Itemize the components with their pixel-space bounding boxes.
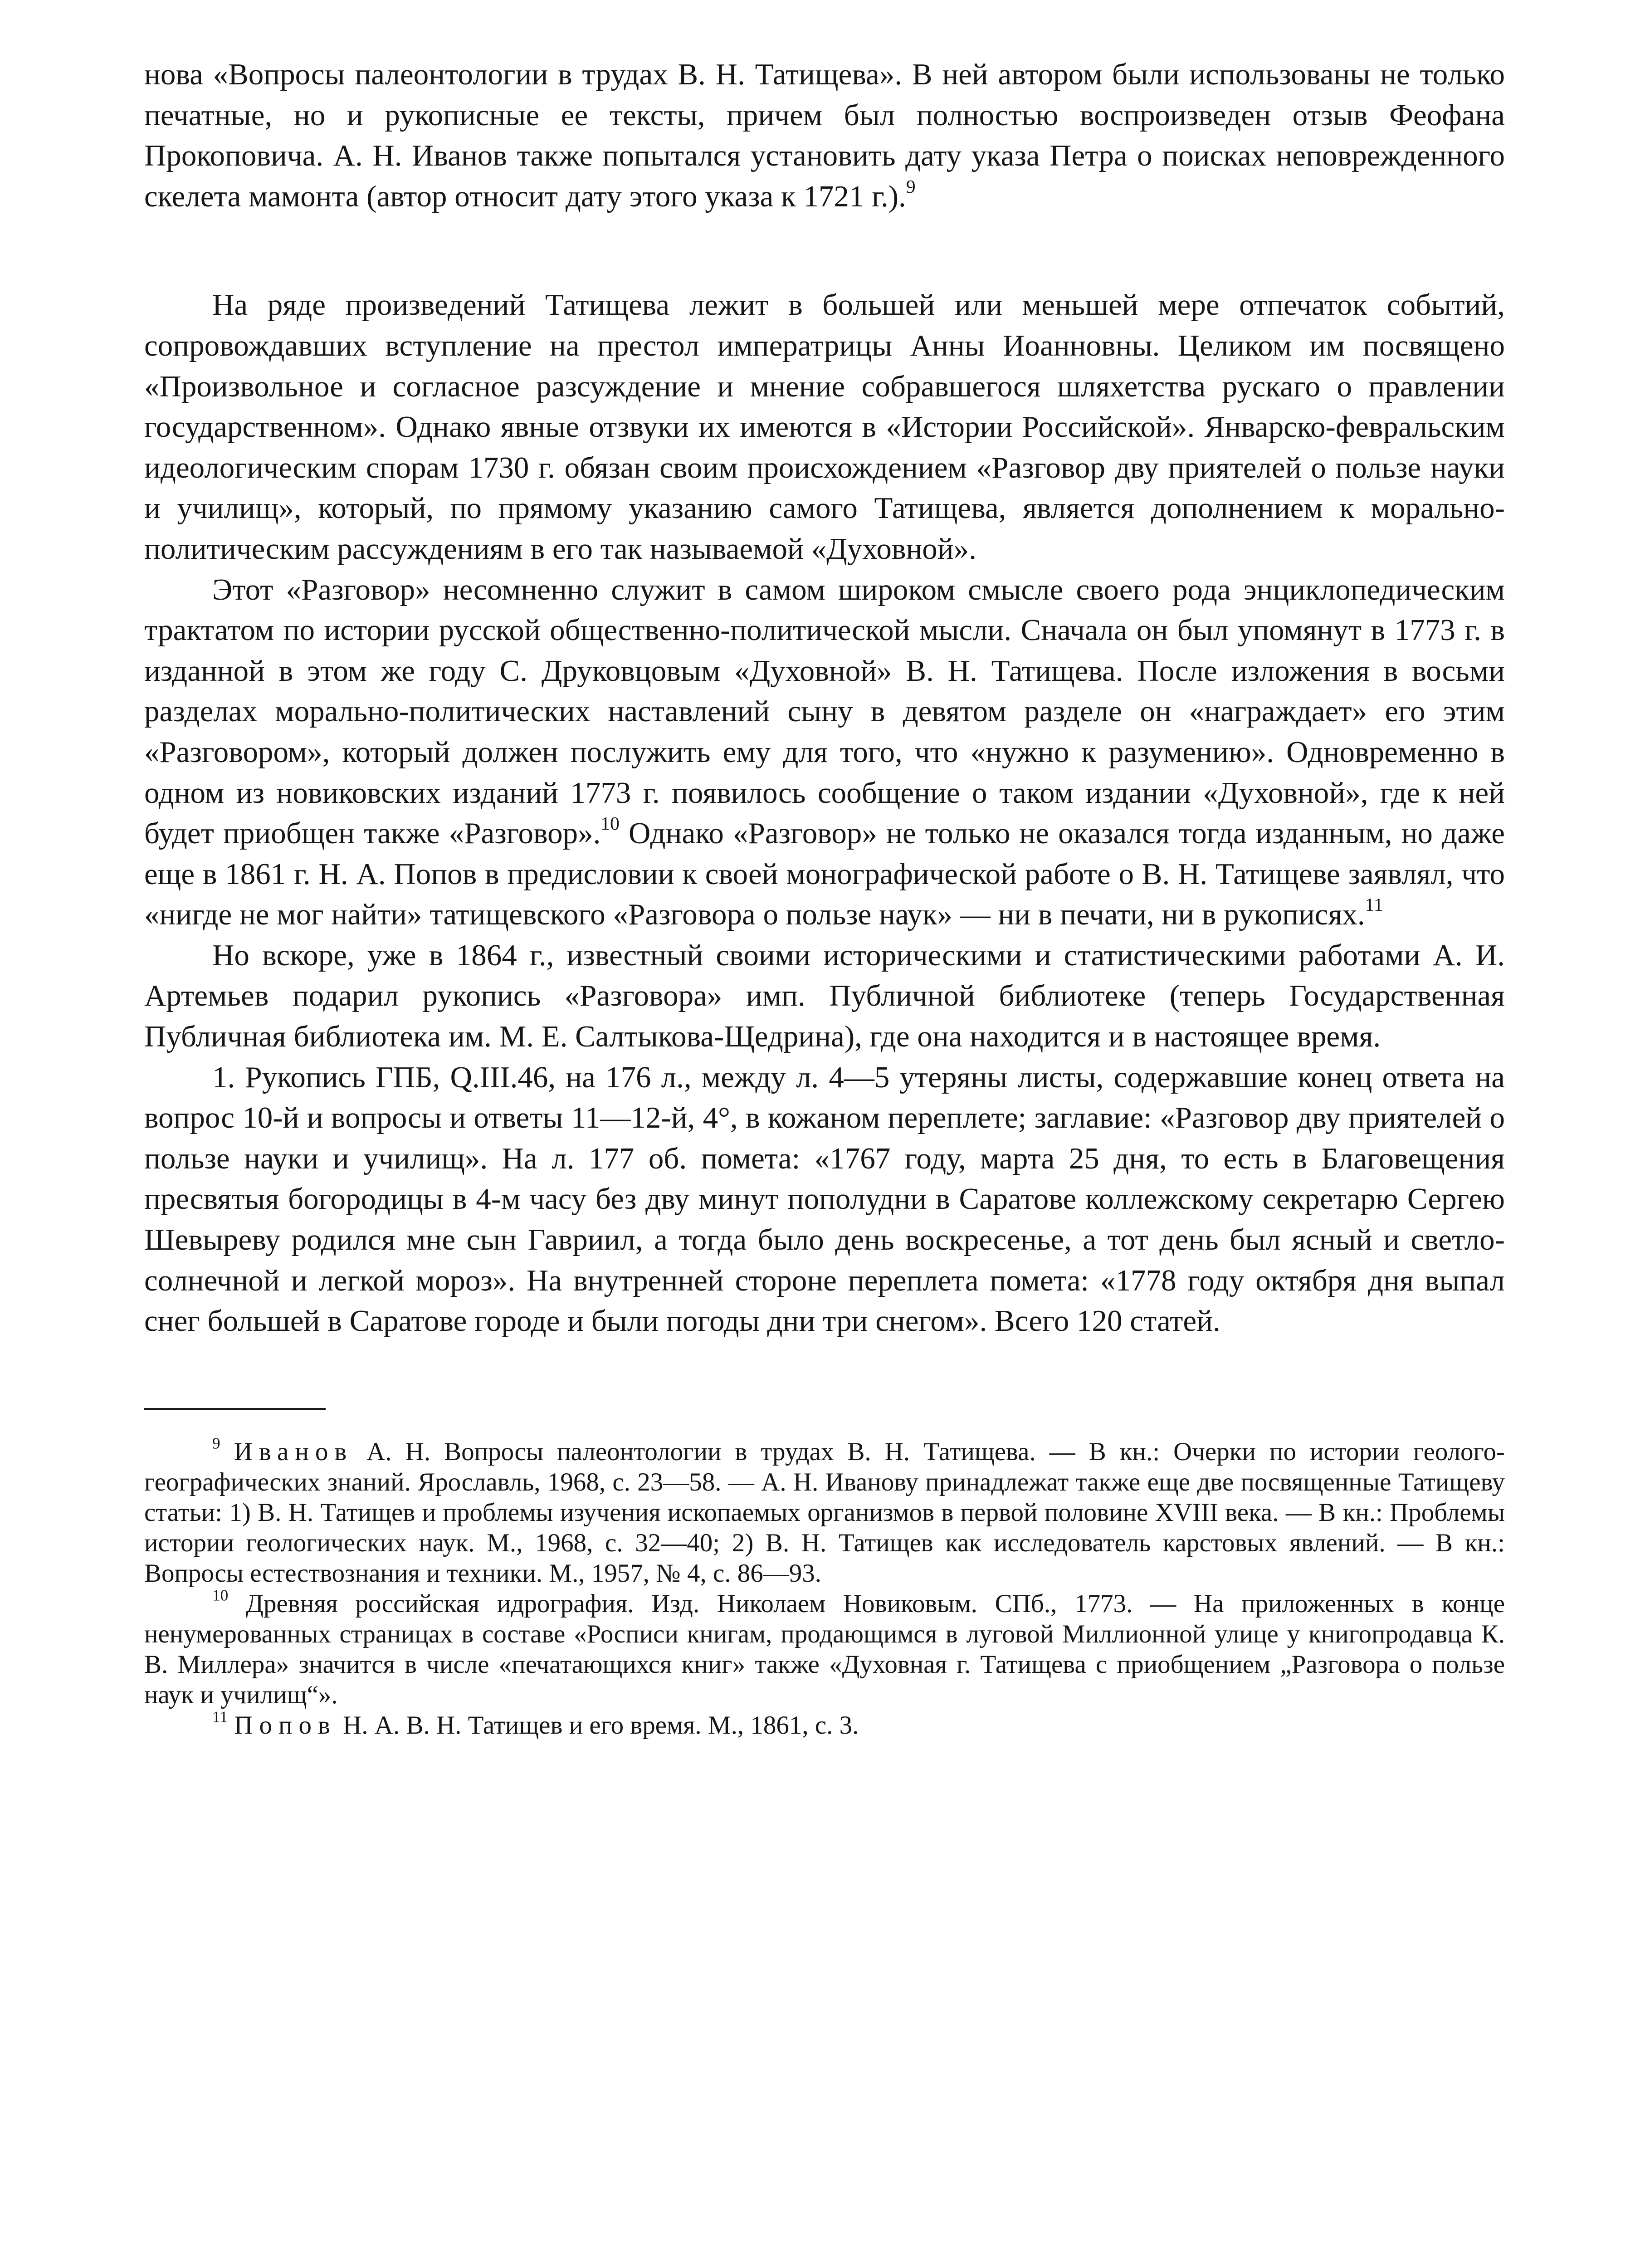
footnotes bbox=[144, 1434, 1505, 1740]
paragraph: 1. Рукопись ГПБ, Q.III.46, на 176 л., между л. 4—5 утеряны листы, содержавшие конец ответа на вопрос 10-й и вопросы и ответы 11—12-й, 4°, в кожаном переплете; заглавие: «Разговор дву приятелей о пользе науки и училищ». На л. 177 об. помета: «1767 году, марта 25 дня, то есть в Благовещения пресвятыя богородицы в 4-м часу без дву минут пополудни в Саратове коллежскому секретарю Сергею Шевыреву родился мне сын Гавриил, а тогда было день воскресенье, а тот день был ясный и светло-солнечной и легкой мороз». На внутренней стороне переплета помета: «1778 году октября дня выпал снег большей в Саратове городе и были погоды дни три снегом». Всего 120 статей. bbox=[144, 1060, 1505, 1338]
footnote-10 bbox=[144, 1586, 1505, 1710]
paragraph bbox=[144, 570, 1505, 935]
footnote-author: Иванов bbox=[234, 1437, 353, 1466]
paragraph-text: нова «Вопросы палеонтологии в трудах В. Н. Татищева». В ней автором были использованы не только печатные, но и рукописные ее тексты, причем был полностью воспроизведен отзыв Феофана Прокоповича. А. Н. Иванов также попытался установить дату указа Петра о поисках неповрежденного скелета мамонта (автор относит дату этого указа к 1721 г.). bbox=[144, 58, 1505, 213]
footnote-ref: 9 bbox=[906, 176, 916, 197]
footnote-mark: 11 bbox=[212, 1708, 228, 1726]
main-text bbox=[144, 54, 1505, 1342]
paragraph-continued bbox=[144, 54, 1505, 217]
footnote-text: Древняя российская идрография. Изд. Николаем Новиковым. СПб., 1773. — На приложенных в конце ненумерованных страницах в составе «Росписи книгам, продающимся в луговой Миллионной улице у книгопродавца К. В. Миллера» значится в числе «печатающихся книг» также «Духовная г. Татищева с приобщением „Разговора о пользе наук и училищ“». bbox=[144, 1589, 1505, 1709]
footnote-text: Н. А. В. Н. Татищев и его время. М., 1861, с. 3. bbox=[336, 1711, 859, 1740]
paragraph-text: Этот «Разговор» несомненно служит в самом широком смысле своего рода энциклопедическим трактатом по истории русской общественно-политической мысли. Сначала он был упомянут в 1773 г. в изданной в этом же году С. Друковцовым «Духовной» В. Н. Татищева. После изложения в восьми разделах морально-политических наставлений сыну в девятом разделе он «награждает» его этим «Разговором», который должен послужить ему для того, что «нужно к разумению». Одновременно в одном из новиковских изданий 1773 г. появилось сообщение о таком издании «Духовной», где к ней будет приобщен также «Разговор». bbox=[144, 572, 1505, 850]
paragraph: На ряде произведений Татищева лежит в большей или меньшей мере отпечаток событий, сопровождавших вступление на престол императрицы Анны Иоанновны. Целиком им посвящено «Произвольное и согласное разсуждение и мнение собравшегося шляхетства рускаго о правлении государственном». Однако явные отзвуки их имеются в «Истории Российской». Январско-февральским идеологическим спорам 1730 г. обязан своим происхождением «Разговор дву приятелей о пользе науки и училищ», который, по прямому указанию самого Татищева, является дополнением к морально-политическим рассуждениям в его так называемой «Духовной». bbox=[144, 288, 1505, 566]
paragraph: Но вскоре, уже в 1864 г., известный своими историческими и статистическими работами А. И. Артемьев подарил рукопись «Разговора» имп. Публичной библиотеке (теперь Государственная Публичная библиотека им. М. Е. Салтыкова-Щедрина), где она находится и в настоящее время. bbox=[144, 938, 1505, 1054]
footnote-mark: 10 bbox=[212, 1586, 229, 1604]
section-gap bbox=[144, 217, 1505, 285]
footnote-ref: 11 bbox=[1365, 894, 1383, 915]
footnote-11 bbox=[144, 1710, 1505, 1740]
book-page bbox=[144, 54, 1505, 1740]
footnote-9 bbox=[144, 1434, 1505, 1589]
footnote-ref: 10 bbox=[600, 813, 620, 834]
footnote-text: А. Н. Вопросы палеонтологии в трудах В. Н. Татищева. — В кн.: Очерки по истории геолого-географических знаний. Ярославль, 1968, с. 23—58. — А. Н. Иванову принадлежат также еще две посвященные Татищеву статьи: 1) В. Н. Татищев и проблемы изучения ископаемых организмов в первой половине XVIII века. — В кн.: Проблемы истории геологических наук. М., 1968, с. 32—40; 2) В. Н. Татищев как исследователь карстовых явлений. — В кн.: Вопросы естествознания и техники. М., 1957, № 4, с. 86—93. bbox=[144, 1437, 1505, 1588]
footnote-author: Попов bbox=[234, 1711, 337, 1740]
footnote-divider bbox=[144, 1408, 326, 1410]
footnote-mark: 9 bbox=[212, 1434, 220, 1452]
paragraph-text: Однако «Разговор» не только не оказался тогда изданным, но даже еще в 1861 г. Н. А. Попов в предисловии к своей монографической работе о В. Н. Татищеве заявлял, что «нигде не мог найти» татищевского «Разговора о пользе наук» — ни в печати, ни в рукописях. bbox=[144, 816, 1505, 932]
